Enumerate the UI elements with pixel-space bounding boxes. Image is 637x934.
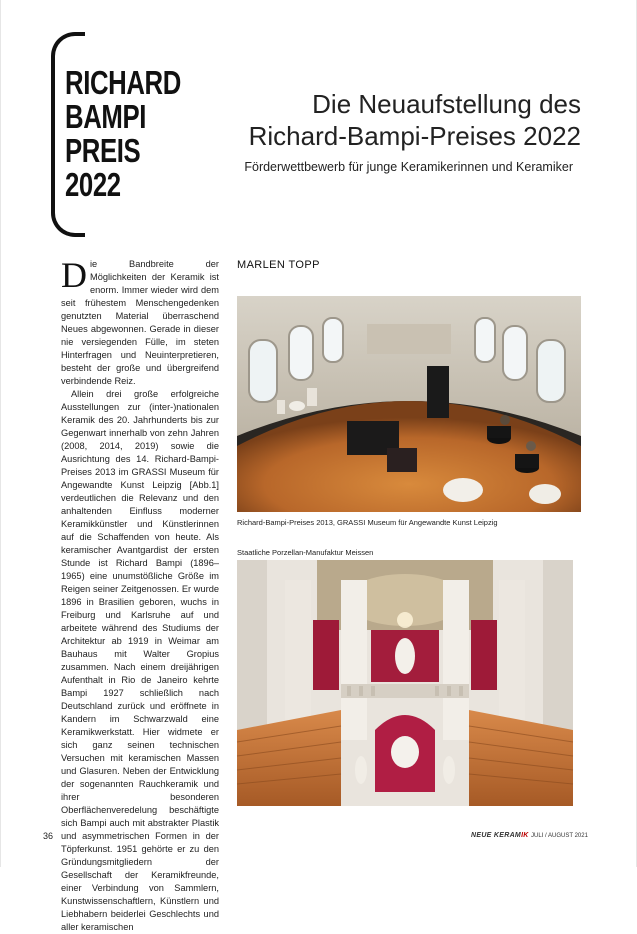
page-number: 36 (43, 831, 54, 841)
article-subtitle: Förderwettbewerb für junge Keramikerinnen und Keramiker (244, 160, 573, 174)
staircase-illustration (237, 560, 573, 806)
logo-line: BAMPI (65, 98, 146, 135)
author-name: MARLEN TOPP (237, 259, 320, 271)
brand-accent-text: IK (521, 832, 529, 839)
exhibition-hall-illustration (237, 296, 581, 512)
exhibition-hall-photo (237, 296, 581, 512)
brand-text: NEUE KERAM (471, 832, 522, 839)
logo-text (65, 66, 181, 202)
paragraph: Allein drei große erfolgreiche Ausstellungen zur (inter-)nationalen Keramik des 20. Jahrhunderts bis zur Gegenwart innerhalb von zehn Jahren (2008, 2014, 2019) sowie die Ausrichtung des 14. Richard-Bampi-Preises 2013 im GRASSI Museum für Angewandte Kunst Leipzig [Abb.1] verdeutlichen die Relevanz und den anhaltenden Einfluss moderner Keramikkünstler und Künstlerinnen auf die Schaffenden von heute. Als keramischer Avantgardist der ersten Stunde ist Richard Bampi (1896–1965) eine unumstößliche Größe im Reigen seiner Zeitgenossen. Er wurde 1896 in Brasilien geboren, wuchs in Freiburg und Karlsruhe auf und arbeitete während des Studiums der Architektur ab 1919 in Weimar am Bauhaus mit Walter Gropius zusammen. Nach einem dreijährigen Aufenthalt in Rio de Janeiro kehrte Bampi 1927 schließlich nach Deutschland zurück und eröffnete in Kandern im Schwarzwald eine Keramikwerkstatt. Hier widmete er sich ganz seinen technischen Versuchen mit keramischen Massen und Glasuren. Neben der Entwicklung der sogenannten Rauchkeramik und ihrer besonderen Oberflächenveredelung beschäftigte sich Bampi auch mit abstrakter Plastik und asymmetrischen Formen in der Töpferkunst. 1951 gehörte er zu den Gründungsmitgliedern der Gesellschaft der Keramikfreunde, einer Verbindung von Sammlern, Kunstwissenschaftlern, Künstlern und Liebhabern beiderlei Geschlechts und aller keramischen (61, 389, 219, 932)
paragraph-text: ie Bandbreite der Möglichkeiten der Keramik ist enorm. Immer wieder wird dem seit frühestem Menschengedenken genutzten Material überraschend Neues abgewonnen. Gerade in dieser nie versiegenden Fülle, im steten Hinterfragen und Neuinterpretieren, besteht der große und übergreifend verbindende Reiz. (61, 259, 219, 386)
photo-caption: Staatliche Porzellan-Manufaktur Meissen (237, 548, 374, 557)
issue-date: JULI / AUGUST 2021 (531, 833, 588, 839)
paragraph (61, 255, 219, 388)
title-line: Die Neuaufstellung des (312, 89, 581, 119)
richard-bampi-preis-logo (51, 32, 201, 237)
title-line: Richard-Bampi-Preises 2022 (248, 121, 581, 151)
logo-line: RICHARD (65, 64, 181, 101)
magazine-brand (471, 832, 529, 839)
drop-cap: D (61, 255, 87, 295)
logo-line: 2022 (65, 166, 121, 203)
article-title (201, 88, 581, 152)
photo-caption: Richard-Bampi-Preises 2013, GRASSI Museum für Angewandte Kunst Leipzig (237, 518, 498, 527)
body-text-column (61, 255, 219, 934)
logo-line: PREIS (65, 132, 141, 169)
staircase-photo (237, 560, 573, 806)
